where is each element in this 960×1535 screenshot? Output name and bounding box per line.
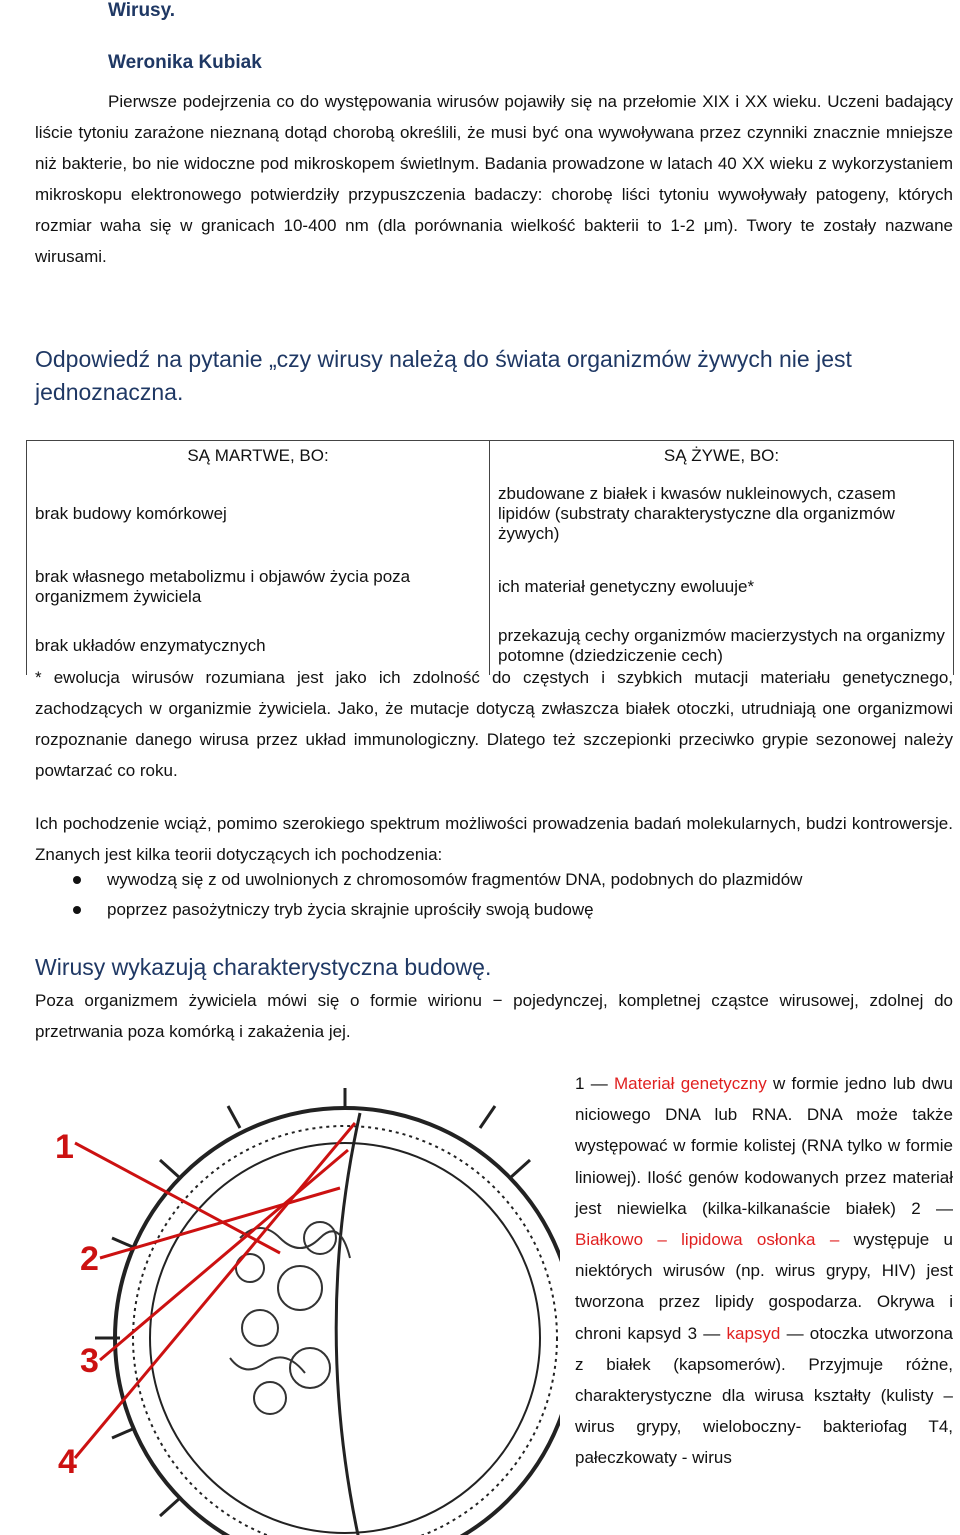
virion-paragraph: Poza organizmem żywiciela mówi się o formie wirionu − pojedynczej, kompletnej cząstce wirusowej, zdolnej do przetrwania poza komórką i zakażenia jej. [35, 991, 953, 1041]
header-alive: SĄ ŻYWE, BO: [490, 441, 954, 472]
cell-dead: brak własnego metabolizmu i objawów życia poza organizmem żywiciela [27, 557, 490, 617]
label-1: 1 [55, 1128, 74, 1166]
question-heading: Odpowiedź na pytanie „czy wirusy należą do świata organizmów żywych nie jest jednoznaczna. [35, 346, 852, 405]
legend-number-1: 1 — [575, 1074, 608, 1093]
table-row [27, 557, 954, 617]
footnote-paragraph: * ewolucja wirusów rozumiana jest jako ich zdolność do częstych i szybkich mutacji materiału genetycznego, zachodzących w organizmie żywiciela. Jako, że mutacje dotyczą zwłaszcza białek otoczki, utrudniają one organizmowi rozpoznanie danego wirusa przez układ immunologiczny. Dlatego też szczepionki przeciwko grypie sezonowej należy powtarzać co roku. [35, 668, 953, 780]
legend-term-3: kapsyd [726, 1323, 781, 1343]
cell-alive: przekazują cechy organizmów macierzystych na organizmy potomne (dziedziczenie cech) [490, 617, 954, 675]
table-row [27, 471, 954, 557]
structure-heading: Wirusy wykazują charakterystyczna budowę. [35, 954, 492, 980]
legend-term-2: Białkowo – lipidowa osłonka – [575, 1230, 840, 1250]
legend-term-1: Materiał genetyczny [613, 1074, 767, 1093]
label-3: 3 [80, 1342, 99, 1380]
cell-alive: ich materiał genetyczny ewoluuje* [490, 557, 954, 617]
list-item: poprzez pasożytniczy tryb życia skrajnie uprościły swoją budowę [35, 895, 953, 925]
virus-diagram [10, 1088, 560, 1535]
bullet-icon [73, 876, 81, 884]
origin-theories-list [35, 865, 953, 925]
cell-dead: brak budowy komórkowej [27, 471, 490, 557]
table-header-row [27, 441, 954, 472]
cell-alive: zbudowane z białek i kwasów nukleinowych, czasem lipidów (substraty charakterystyczne dla organizmów żywych) [490, 471, 954, 557]
origin-paragraph: Ich pochodzenie wciąż, pomimo szerokiego spektrum możliwości prowadzenia badań molekularnych, budzi kontrowersje. Znanych jest kilka teorii dotyczących ich pochodzenia: [35, 814, 953, 864]
label-4: 4 [58, 1443, 77, 1481]
legend-desc-1: w formie jedno lub dwu niciowego DNA lub RNA. DNA może także występować w formie kolistej (RNA tylko w formie liniowej). Ilość genów kodowanych przez materiał jest niewielka (kilka-kilkanaście białek) [575, 1074, 953, 1218]
intro-paragraph: Pierwsze podejrzenia co do występowania wirusów pojawiły się na przełomie XIX i XX wieku. Uczeni badający liście tytoniu zarażone nieznaną dotąd chorobą określili, że musi być ona wywoływana przez czynniki znacznie mniejsze niż bakterie, bo nie widoczne pod mikroskopem świetlnym. Badania prowadzone w latach 40 XX wieku z wykorzystaniem mikroskopu elektronowego potwierdziły przypuszczenia badaczy: chorobę liści tytoniu wywoływały patogeny, których rozmiar waha się w granicach 10-400 nm (dla porównania wielkość bakterii to 1-2 μm). Twory te zostały nazwane wirusami. [35, 92, 953, 266]
cell-dead: brak układów enzymatycznych [27, 617, 490, 675]
doc-author: Weronika Kubiak [108, 52, 262, 73]
legend-number-3: 3 — [687, 1323, 721, 1343]
pointer-lines [75, 1123, 355, 1458]
cutaway-edge [336, 1113, 365, 1535]
list-item: wywodzą się z od uwolnionych z chromosomów fragmentów DNA, podobnych do plazmidów [35, 865, 953, 895]
bullet-icon [73, 906, 81, 914]
legend-number-2: 2 — [911, 1198, 953, 1218]
legend-desc-2: występuje u niektórych wirusów (np. wirus grypy, HIV) jest tworzona przez lipidy gospodarza. Okrywa i chroni kapsyd [575, 1230, 953, 1343]
legend-desc-3: — otoczka utworzona z białek (kapsomerów). Przyjmuje różne, charakterystyczne dla wirusa kształty (kulisty – wirus grypy, wieloboczny- bakteriofag T4, pałeczkowaty - wirus [575, 1323, 954, 1468]
header-dead: SĄ MARTWE, BO: [27, 441, 490, 472]
comparison-table [26, 440, 954, 675]
label-2: 2 [80, 1240, 99, 1278]
diagram-legend [575, 1068, 953, 1474]
surface-spikes [95, 1088, 530, 1516]
doc-title: Wirusy. [108, 0, 176, 21]
